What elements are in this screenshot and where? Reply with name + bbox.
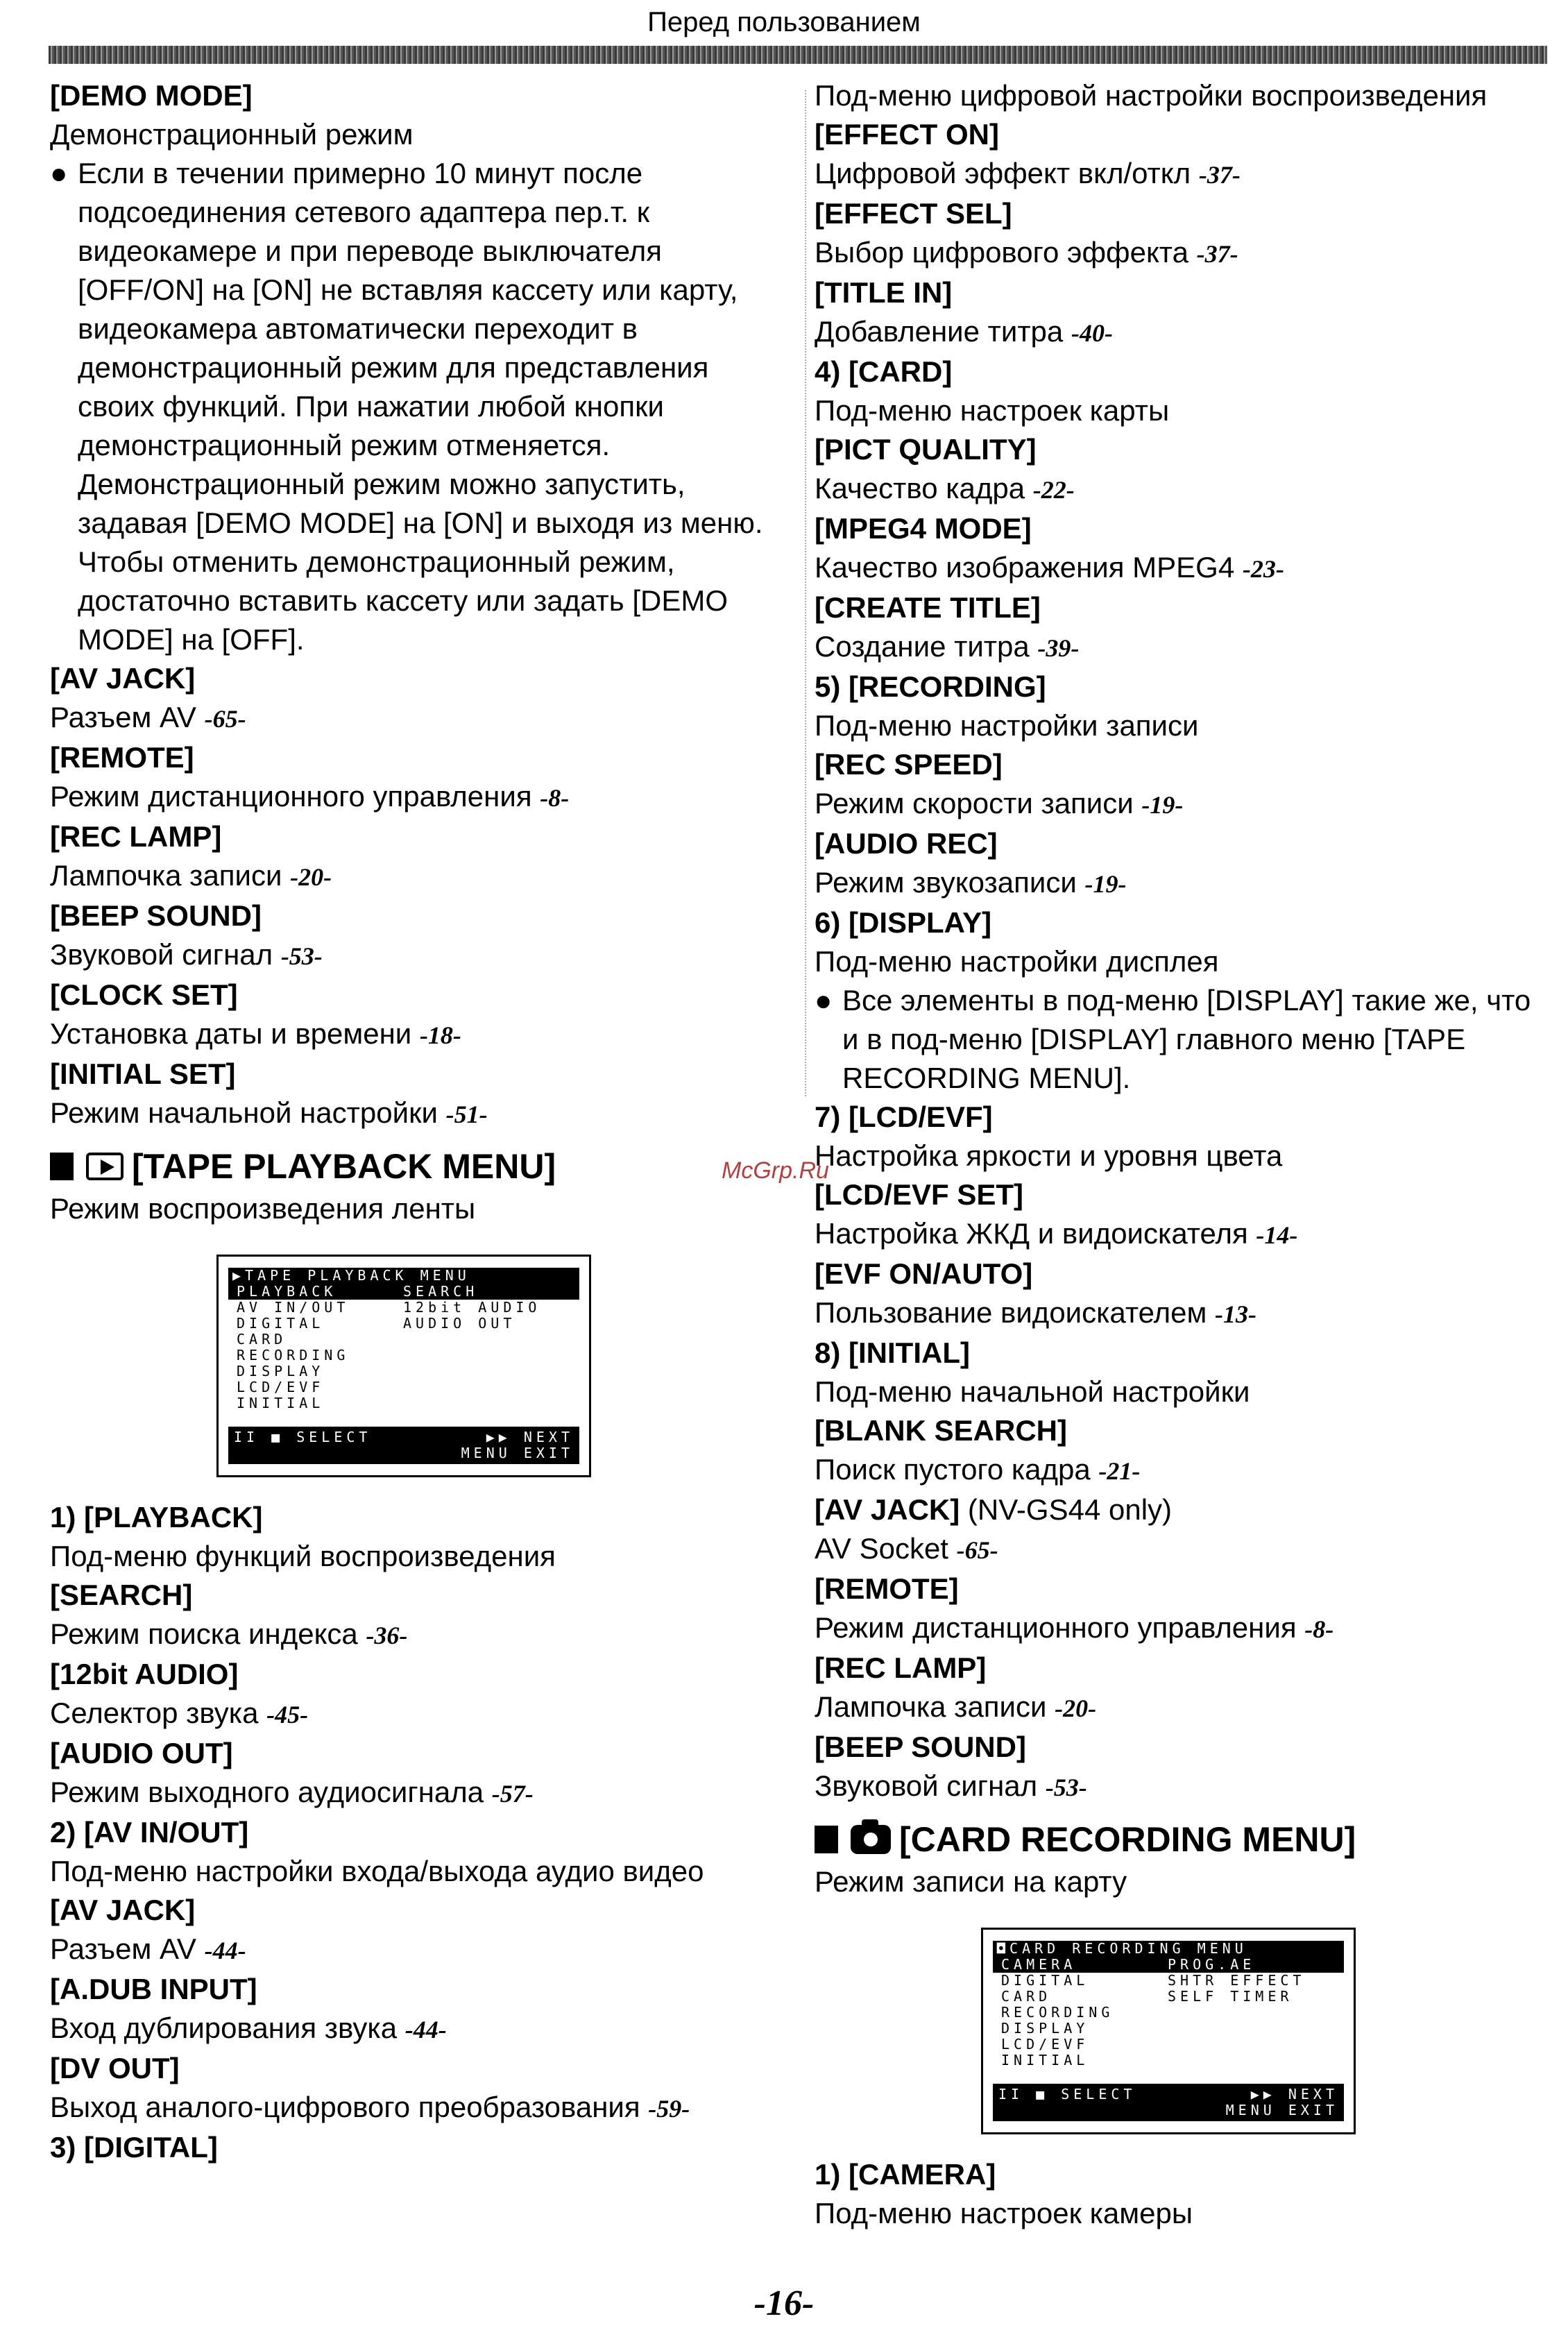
description-text: [815, 2194, 1536, 2233]
page-reference: -45-: [266, 1701, 309, 1728]
description-text: [815, 1373, 1536, 1411]
description-text: [50, 2009, 772, 2049]
menu-item-label: [AUDIO OUT]: [50, 1737, 233, 1769]
page-reference: -14-: [1256, 1221, 1298, 1249]
left-column: [50, 76, 772, 2167]
page-reference: -59-: [648, 2095, 690, 2123]
description-label: Вход дублирования звука: [50, 2012, 405, 2044]
description-text: [50, 1852, 772, 1891]
menu-item-heading: [815, 824, 1536, 863]
menu-row: [228, 1332, 579, 1348]
menu-item-heading: [815, 745, 1536, 784]
menu-item-heading: [50, 817, 772, 856]
page-reference: -36-: [366, 1622, 408, 1649]
menu-item-heading: [815, 588, 1536, 627]
description-text: [50, 698, 772, 738]
menu-item-label: [DEMO MODE]: [50, 79, 253, 112]
bullet-paragraph: [50, 154, 772, 659]
page-reference: -13-: [1215, 1300, 1256, 1328]
menu-row-item: DISPLAY: [1001, 2020, 1089, 2037]
menu-item-label: 7) [LCD/EVF]: [815, 1100, 993, 1133]
description-text: [815, 1214, 1536, 1255]
description-label: Селектор звука: [50, 1697, 267, 1729]
menu-row-item: DISPLAY: [237, 1363, 325, 1379]
page-reference: -57-: [491, 1780, 534, 1808]
description-text: [50, 935, 772, 976]
menu-item-heading: [815, 1334, 1536, 1373]
description-label: Под-меню настроек камеры: [815, 2197, 1193, 2229]
description-label: Под-меню настройки входа/выхода аудио видео: [50, 1855, 704, 1887]
description-label: Режим выходного аудиосигнала: [50, 1776, 492, 1808]
menu-item-label: [AV JACK]: [50, 662, 196, 695]
description-label: Выбор цифрового эффекта: [815, 236, 1197, 269]
page-reference: -65-: [956, 1536, 998, 1564]
page-reference: -37-: [1198, 161, 1241, 189]
menu-item-label: 3) [DIGITAL]: [50, 2131, 218, 2164]
menu-item-label: [REC SPEED]: [815, 748, 1003, 781]
description-label: Режим поиска индекса: [50, 1617, 366, 1650]
menu-row: [228, 1363, 579, 1379]
description-label: Демонстрационный режим: [50, 118, 414, 151]
description-text: [815, 1608, 1536, 1649]
menu-item-label: [A.DUB INPUT]: [50, 1973, 257, 2005]
black-square-icon: [815, 1826, 838, 1853]
description-label: Качество изображения MPEG4: [815, 551, 1243, 584]
menu-item-heading: [50, 76, 772, 115]
description-label: Режим записи на карту: [815, 1865, 1127, 1898]
description-label: Под-меню настройки записи: [815, 709, 1199, 742]
description-text: [50, 2088, 772, 2128]
description-label: Разъем AV: [50, 1932, 205, 1965]
menu-item-label: [TITLE IN]: [815, 276, 953, 309]
menu-item-label: 4) [CARD]: [815, 355, 953, 388]
section-heading-text: [CARD RECORDING MENU]: [899, 1820, 1356, 1859]
bullet-text: Если в течении примерно 10 минут после подсоединения сетевого адаптера пер.т. к видеокамере и при переводе выключателя [OFF/ON] на [ON] не вставляя кассету или карту, видеокамера автоматически переходит в демонстрационный режим для представления своих функций. При нажатии любой кнопки демонстрационный режим отменяется. Демонстрационный режим можно запустить, задавая [DEMO MODE] на [ON] и выходя из меню. Чтобы отменить демонстрационный режим, достаточно вставить кассету или задать [DEMO MODE] на [OFF].: [78, 157, 763, 656]
menu-row-item: LCD/EVF: [237, 1379, 325, 1395]
description-label: Выход аналого-цифрового преобразования: [50, 2091, 649, 2123]
menu-row: [228, 1379, 579, 1395]
page-reference: -51-: [445, 1100, 488, 1128]
menu-row-subitem: PROG.AE: [1168, 1956, 1256, 1973]
page-reference: -65-: [204, 705, 246, 733]
page-reference: -44-: [404, 2016, 447, 2043]
page-reference: -53-: [1045, 1774, 1087, 1801]
menu-item-label: [AUDIO REC]: [815, 827, 998, 860]
description-text: [50, 1773, 772, 1813]
page-reference: -53-: [280, 942, 323, 970]
menu-item-heading: [815, 1649, 1536, 1688]
menu-item-label: [REC LAMP]: [815, 1651, 987, 1684]
description-text: [50, 1189, 772, 1228]
description-label: Настройка ЖКД и видоискателя: [815, 1217, 1256, 1250]
tape-menu-screenshot: [216, 1255, 591, 1477]
menu-item-label: [INITIAL SET]: [50, 1057, 236, 1090]
menu-item-heading: [50, 2128, 772, 2167]
description-text: [815, 706, 1536, 745]
description-text: [815, 154, 1536, 194]
menu-row-item: RECORDING: [1001, 2004, 1114, 2021]
description-label: Режим скорости записи: [815, 787, 1142, 819]
menu-item-heading: [815, 1175, 1536, 1214]
bullet-icon: ●: [50, 157, 68, 189]
menu-row: [993, 2005, 1344, 2021]
menu-footer: [228, 1427, 579, 1464]
menu-item-label: [CLOCK SET]: [50, 978, 238, 1011]
page-reference: -19-: [1141, 791, 1184, 819]
page-reference: -19-: [1084, 870, 1127, 898]
description-text: [815, 469, 1536, 509]
menu-footer-right: [1226, 2087, 1338, 2118]
page-reference: -23-: [1242, 555, 1284, 583]
section-heading: [50, 1144, 772, 1189]
menu-row-subitem: SHTR EFFECT: [1168, 1972, 1306, 1989]
description-label: Под-меню настроек карты: [815, 394, 1170, 427]
description-label: Звуковой сигнал: [815, 1769, 1046, 1802]
menu-item-label: [AV JACK]: [815, 1493, 960, 1526]
menu-item-label: [12bit AUDIO]: [50, 1658, 239, 1690]
menu-item-label: [EVF ON/AUTO]: [815, 1257, 1033, 1290]
menu-footer-exit: MENU EXIT: [461, 1445, 574, 1461]
description-text: [815, 1137, 1536, 1175]
bullet-icon: ●: [815, 984, 833, 1017]
menu-item-heading: [50, 2049, 772, 2088]
menu-title: ▶TAPE PLAYBACK MENU: [228, 1268, 579, 1284]
menu-item-label: [BEEP SOUND]: [815, 1731, 1026, 1763]
description-label: Качество кадра: [815, 472, 1033, 504]
description-text: [50, 1694, 772, 1734]
page-reference: -40-: [1071, 319, 1113, 347]
description-text: [50, 777, 772, 817]
menu-footer-select: II ■ SELECT: [234, 1429, 372, 1445]
page-reference: -18-: [419, 1021, 461, 1049]
menu-item-heading: [815, 1411, 1536, 1450]
menu-row: [993, 2037, 1344, 2053]
description-text: [815, 548, 1536, 588]
menu-item-label: [EFFECT SEL]: [815, 197, 1012, 230]
menu-item-heading: [50, 1813, 772, 1852]
menu-row: [228, 1348, 579, 1363]
description-label: Звуковой сигнал: [50, 938, 281, 971]
description-text: [50, 1014, 772, 1055]
menu-row: [993, 1973, 1344, 1989]
menu-footer-next: ▶▶ NEXT: [1250, 2086, 1338, 2102]
menu-footer-exit: MENU EXIT: [1225, 2102, 1338, 2118]
section-heading-text: [TAPE PLAYBACK MENU]: [132, 1147, 556, 1186]
menu-item-heading: [815, 509, 1536, 548]
menu-item-label: [AV JACK]: [50, 1894, 196, 1926]
menu-item-heading: [50, 1655, 772, 1694]
menu-item-heading: [815, 2155, 1536, 2194]
menu-row-item: DIGITAL: [237, 1315, 325, 1332]
menu-row-subitem: AUDIO OUT: [403, 1315, 516, 1332]
menu-row-item: AV IN/OUT: [237, 1299, 350, 1316]
menu-item-heading: [815, 668, 1536, 706]
page-reference: -8-: [1304, 1615, 1334, 1643]
menu-item-label: 6) [DISPLAY]: [815, 906, 992, 939]
description-text: [815, 312, 1536, 352]
menu-item-label: [MPEG4 MODE]: [815, 512, 1032, 545]
description-label: Под-меню настройки дисплея: [815, 945, 1219, 978]
description-text: [815, 1529, 1536, 1570]
menu-row-subitem: SEARCH: [403, 1283, 479, 1300]
menu-item-label: [REC LAMP]: [50, 820, 222, 853]
menu-footer-next: ▶▶ NEXT: [486, 1429, 574, 1445]
menu-item-heading: [815, 1570, 1536, 1608]
description-label: Режим начальной настройки: [50, 1096, 446, 1129]
page-header-title: Перед пользованием: [647, 7, 921, 37]
page-reference: -20-: [1055, 1694, 1097, 1722]
menu-footer-select: II ■ SELECT: [998, 2086, 1136, 2102]
menu-item-heading: [50, 1891, 772, 1930]
menu-item-heading: [815, 352, 1536, 391]
menu-row: [993, 1989, 1344, 2005]
page-reference: -20-: [290, 863, 332, 891]
page-reference: -8-: [540, 784, 570, 812]
menu-row: [228, 1300, 579, 1316]
page-number: -16-: [753, 2284, 815, 2323]
menu-item-label: [CREATE TITLE]: [815, 591, 1041, 624]
menu-item-label: [DV OUT]: [50, 2052, 180, 2084]
menu-item-heading: [815, 1490, 1536, 1529]
menu-title: ◘CARD RECORDING MENU: [993, 1941, 1344, 1957]
menu-row-item: CARD: [237, 1331, 287, 1348]
menu-row: [228, 1395, 579, 1411]
menu-item-label: 1) [PLAYBACK]: [50, 1501, 263, 1533]
menu-item-heading: [50, 1055, 772, 1094]
menu-row-item: INITIAL: [1001, 2052, 1089, 2068]
description-text: [815, 233, 1536, 273]
menu-row-item: PLAYBACK: [237, 1283, 337, 1300]
description-text: [815, 1293, 1536, 1334]
description-label: Добавление титра: [815, 315, 1071, 348]
menu-item-label: 1) [CAMERA]: [815, 2158, 996, 2191]
menu-item-heading: [815, 1728, 1536, 1767]
description-label: Пользование видоискателем: [815, 1296, 1216, 1329]
menu-item-heading: [815, 1098, 1536, 1137]
description-label: Цифровой эффект вкл/откл: [815, 157, 1199, 189]
right-column: [815, 76, 1536, 2233]
black-square-icon: [50, 1153, 74, 1180]
description-label: Режим звукозаписи: [815, 866, 1085, 899]
description-text: [815, 1862, 1536, 1901]
description-label: Режим дистанционного управления: [50, 780, 540, 813]
menu-footer-right: [461, 1429, 574, 1461]
description-text: [815, 76, 1536, 115]
description-label: Установка даты и времени: [50, 1017, 420, 1050]
page-reference: -44-: [204, 1937, 246, 1964]
menu-footer: [993, 2084, 1344, 2121]
menu-item-label: [PICT QUALITY]: [815, 433, 1037, 466]
menu-item-label: [BLANK SEARCH]: [815, 1414, 1067, 1447]
column-divider: [805, 90, 806, 1096]
description-label: Разъем AV: [50, 701, 205, 733]
description-text: [815, 863, 1536, 903]
menu-item-heading: [815, 430, 1536, 469]
playback-icon: [86, 1153, 123, 1180]
menu-row-item: CARD: [1001, 1988, 1052, 2005]
description-text: [815, 784, 1536, 824]
description-text: [815, 391, 1536, 430]
description-text: [815, 1688, 1536, 1728]
menu-row-item: LCD/EVF: [1001, 2036, 1089, 2053]
menu-row-subitem: 12bit AUDIO: [403, 1299, 541, 1316]
menu-row: [993, 2021, 1344, 2037]
bullet-paragraph: [815, 981, 1536, 1098]
menu-item-heading: [50, 976, 772, 1014]
menu-row-item: CAMERA: [1001, 1956, 1077, 1973]
menu-item-label: [EFFECT ON]: [815, 118, 999, 151]
menu-item-label: [REMOTE]: [815, 1572, 959, 1605]
description-label: Настройка яркости и уровня цвета: [815, 1139, 1283, 1172]
header-rule: [49, 46, 1547, 64]
description-label: Под-меню цифровой настройки воспроизведения: [815, 79, 1488, 112]
menu-item-label: 5) [RECORDING]: [815, 670, 1046, 703]
menu-item-heading: [815, 903, 1536, 942]
menu-item-heading: [50, 1734, 772, 1773]
description-text: [50, 856, 772, 896]
menu-item-label: 8) [INITIAL]: [815, 1336, 970, 1369]
menu-item-heading: [50, 896, 772, 935]
menu-item-heading: [815, 273, 1536, 312]
description-label: Создание титра: [815, 630, 1038, 663]
description-label: Лампочка записи: [50, 859, 291, 892]
description-label: Поиск пустого кадра: [815, 1453, 1099, 1486]
menu-item-note: (NV-GS44 only): [960, 1493, 1173, 1526]
bullet-text: Все элементы в под-меню [DISPLAY] такие же, что и в под-меню [DISPLAY] главного меню [TAPE RECORDING MENU].: [842, 984, 1531, 1094]
description-label: AV Socket: [815, 1532, 957, 1565]
description-text: [815, 1450, 1536, 1490]
description-text: [815, 1767, 1536, 1807]
menu-item-label: 2) [AV IN/OUT]: [50, 1816, 249, 1849]
menu-row-item: RECORDING: [237, 1347, 350, 1363]
watermark-text[interactable]: McGrp.Ru: [722, 1157, 829, 1184]
description-label: Под-меню начальной настройки: [815, 1375, 1250, 1408]
description-text: [50, 115, 772, 154]
description-text: [50, 1615, 772, 1655]
menu-item-label: [LCD/EVF SET]: [815, 1178, 1023, 1211]
menu-row: [993, 1957, 1344, 1973]
description-label: Режим дистанционного управления: [815, 1611, 1305, 1644]
description-text: [815, 942, 1536, 981]
section-heading: [815, 1817, 1536, 1862]
menu-row: [228, 1284, 579, 1300]
menu-item-heading: [50, 1970, 772, 2009]
menu-row: [993, 2053, 1344, 2068]
menu-item-heading: [815, 194, 1536, 233]
menu-item-heading: [50, 659, 772, 698]
menu-row-subitem: SELF TIMER: [1168, 1988, 1293, 2005]
menu-item-heading: [50, 1576, 772, 1615]
description-text: [50, 1094, 772, 1134]
page-reference: -22-: [1032, 476, 1075, 504]
description-text: [815, 627, 1536, 668]
menu-item-label: [BEEP SOUND]: [50, 899, 262, 932]
page-reference: -37-: [1196, 240, 1238, 268]
description-text: [50, 1537, 772, 1576]
menu-item-heading: [50, 1498, 772, 1537]
description-label: Режим воспроизведения ленты: [50, 1192, 476, 1225]
description-text: [50, 1930, 772, 1970]
menu-item-heading: [815, 1255, 1536, 1293]
menu-item-label: [REMOTE]: [50, 741, 194, 774]
menu-item-label: [SEARCH]: [50, 1579, 193, 1611]
description-label: Под-меню функций воспроизведения: [50, 1540, 556, 1572]
menu-item-heading: [50, 738, 772, 777]
menu-row: [228, 1316, 579, 1332]
page-reference: -21-: [1098, 1457, 1141, 1485]
description-label: Лампочка записи: [815, 1690, 1055, 1723]
menu-item-heading: [815, 115, 1536, 154]
card-menu-screenshot: [981, 1928, 1356, 2134]
page-reference: -39-: [1037, 634, 1080, 662]
camera-icon: [851, 1825, 891, 1854]
menu-row-item: DIGITAL: [1001, 1972, 1089, 1989]
menu-row-item: INITIAL: [237, 1395, 325, 1411]
